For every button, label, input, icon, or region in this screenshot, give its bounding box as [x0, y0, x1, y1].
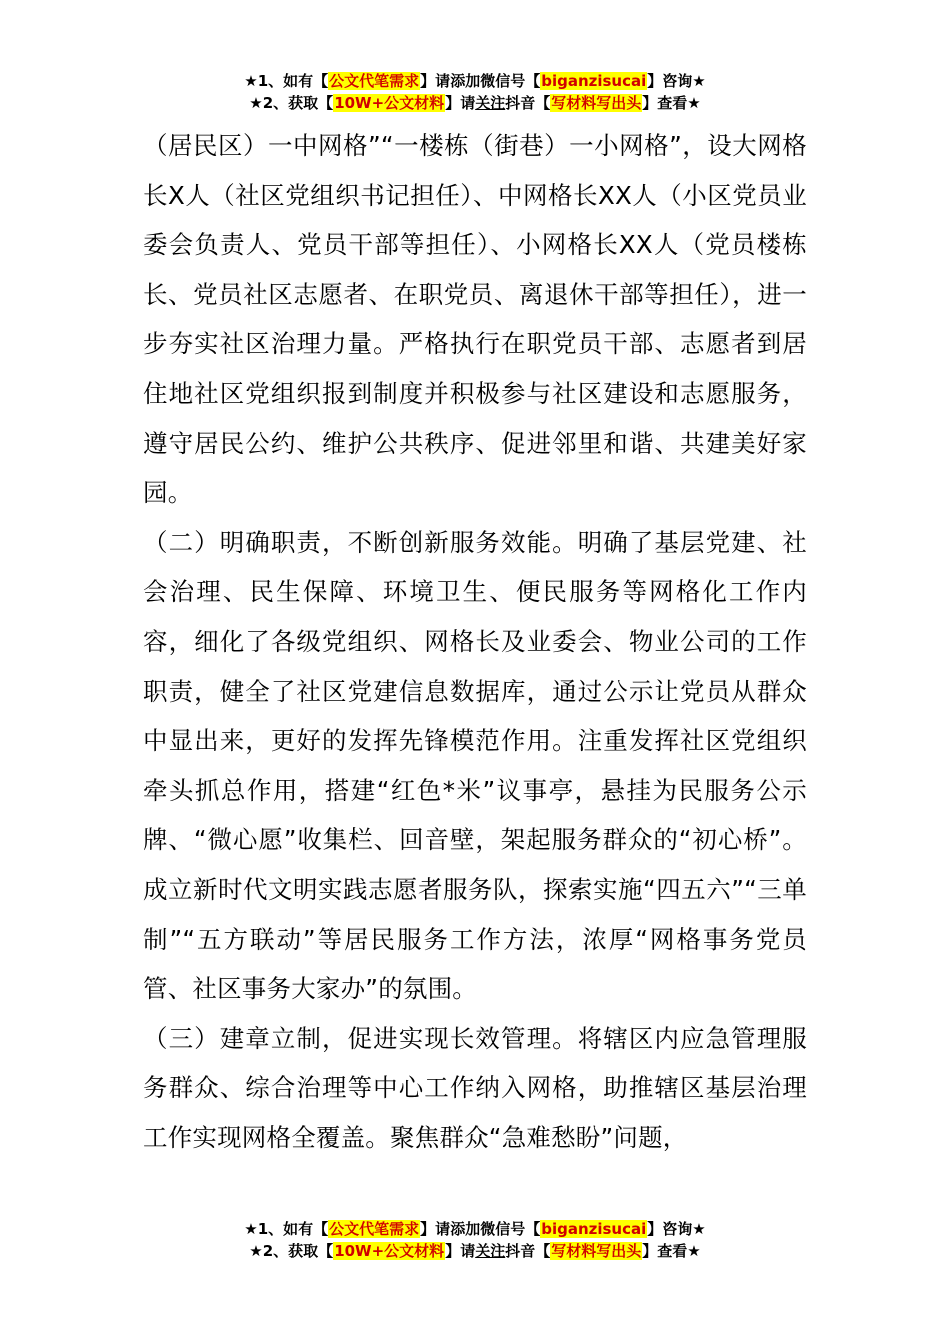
- star-icon: ★: [249, 1242, 263, 1260]
- footer-banner: [0, 1218, 950, 1262]
- highlight-wechat-id: biganzisucai: [541, 1220, 647, 1238]
- paragraph: （居民区）一中网格”“一楼栋（街巷）一小网格”，设大网格长X人（社区党组织书记担任）、中网格长XX人（小区党员业委会负责人、党员干部等担任）、小网格长XX人（党员楼栋长、党员社区志愿者、在职党员、离退休干部等担任），进一步夯实社区治理力量。严格执行在职党员干部、志愿者到居住地社区党组织报到制度并积极参与社区建设和志愿服务，遵守居民公约、维护公共秩序、促进邻里和谐、共建美好家园。: [143, 131, 807, 508]
- paragraph: （三）建章立制，促进实现长效管理。将辖区内应急管理服务群众、综合治理等中心工作纳入网格，助推辖区基层治理工作实现网格全覆盖。聚焦群众“急难愁盼”问题，: [143, 1023, 807, 1152]
- banner-line-2: ★2、获取【10W+公文材料】请关注抖音【写材料写出头】查看★: [249, 94, 701, 112]
- highlight-douyin-account: 写材料写出头: [551, 94, 642, 112]
- star-icon: ★: [249, 94, 263, 112]
- highlight-ghostwriting: 公文代笔需求: [329, 1220, 420, 1238]
- paragraph: （二）明确职责，不断创新服务效能。明确了基层党建、社会治理、民生保障、环境卫生、便民服务等网格化工作内容，细化了各级党组织、网格长及业委会、物业公司的工作职责，健全了社区党建信息数据库，通过公示让党员从群众中显出来，更好的发挥先锋模范作用。注重发挥社区党组织牵头抓总作用，搭建“红色*米”议事亭，悬挂为民服务公示牌、“微心愿”收集栏、回音壁，架起服务群众的“初心桥”。成立新时代文明实践志愿者服务队，探索实施“四五六”“三单制”“五方联动”等居民服务工作方法，浓厚“网格事务党员管、社区事务大家办”的氛围。: [143, 527, 807, 1004]
- star-icon: ★: [244, 72, 258, 90]
- highlight-materials: 10W+公文材料: [334, 94, 445, 112]
- banner-line-1: ★1、如有【公文代笔需求】请添加微信号【biganzisucai】咨询★: [244, 72, 706, 90]
- banner-line-2: ★2、获取【10W+公文材料】请关注抖音【写材料写出头】查看★: [249, 1242, 701, 1260]
- highlight-douyin-account: 写材料写出头: [551, 1242, 642, 1260]
- highlight-ghostwriting: 公文代笔需求: [329, 72, 420, 90]
- highlight-wechat-id: biganzisucai: [541, 72, 647, 90]
- star-icon: ★: [244, 1220, 258, 1238]
- header-banner: [0, 70, 950, 114]
- banner-line-1: ★1、如有【公文代笔需求】请添加微信号【biganzisucai】咨询★: [244, 1220, 706, 1238]
- highlight-materials: 10W+公文材料: [334, 1242, 445, 1260]
- document-body: [143, 121, 807, 1162]
